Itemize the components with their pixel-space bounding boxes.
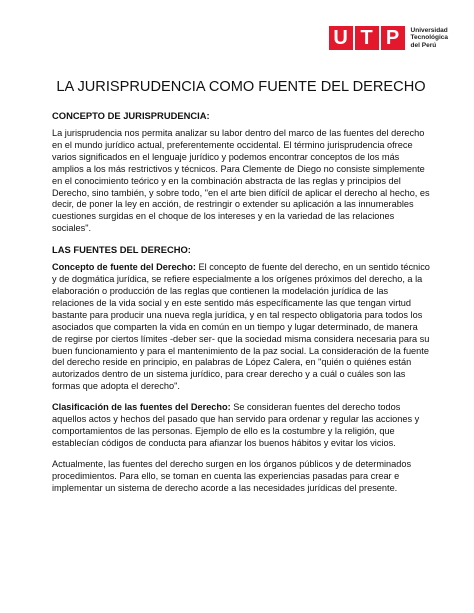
logo-text bbox=[411, 27, 448, 50]
logo-letter-p: P bbox=[381, 26, 405, 50]
utp-logo-mark bbox=[327, 26, 405, 50]
logo-line-2: Tecnológica bbox=[410, 34, 448, 42]
paragraph-lead-concepto-fuente: Concepto de fuente del Derecho: bbox=[52, 262, 196, 273]
paragraph-concepto-fuente bbox=[52, 262, 430, 393]
utp-logo bbox=[327, 26, 448, 50]
paragraph-text-clasificacion: Se consideran fuentes del derecho todos aquellos actos y hechos del pasado que han servido para ordenar y regular las acciones y comportamientos de las personas. Ejemplo de ello es la costumbre y la religión, que establecían códigos de conducta para afianzar los buenos hábitos y evitar los vicios. bbox=[52, 402, 420, 448]
logo-letter-t: T bbox=[355, 26, 379, 50]
logo-letter-u: U bbox=[329, 26, 353, 50]
paragraph-clasificacion bbox=[52, 402, 430, 450]
document-body bbox=[52, 72, 430, 503]
logo-line-1: Universidad bbox=[410, 26, 448, 34]
section-heading-fuentes: LAS FUENTES DEL DERECHO: bbox=[52, 244, 191, 256]
paragraph-actualmente: Actualmente, las fuentes del derecho surgen en los órganos públicos y de determinados procedimientos. Para ello, se toman en cuenta las experiencias pasadas para crear e implementar un sistema de derecho acorde a las necesidades jurídicas del presente. bbox=[52, 458, 412, 493]
paragraph-lead-clasificacion: Clasificación de las fuentes del Derecho: bbox=[52, 402, 231, 413]
paragraph-text-concepto-fuente: El concepto de fuente del derecho, en un sentido técnico y de dogmática jurídica, se refiere especialmente a los orígenes próximos del derecho, a la elaboración o producción de las reglas que contienen la modelación jurídica de las relaciones de la vida social y en este sentido más específicamente las que tengan virtud bastante para producir una nueva regla jurídica, y en tal respecto obligatoria para todos los asociados que comparten la vida en común en un tiempo y lugar determinado, de manera de regirse por ciertos límites -deber ser- que la sociedad misma considera necesaria para su buen funcionamiento y para el mantenimiento de la paz social. La consideración de la fuente del derecho reside en principio, en palabras de López Calera, en "quién o quiénes están autorizados dentro de un sistema jurídico, para crear derecho y a cuál o cuáles son las formas que adopta el derecho". bbox=[52, 262, 430, 392]
section-heading-concepto: CONCEPTO DE JURISPRUDENCIA: bbox=[52, 110, 210, 121]
document-title: LA JURISPRUDENCIA COMO FUENTE DEL DERECHO bbox=[56, 79, 426, 95]
paragraph-concepto: La jurisprudencia nos permita analizar su labor dentro del marco de las fuentes del derecho en el mundo jurídico actual, preferentemente occidental. El término jurisprudencia ofrece varios significados en el lenguaje jurídico y podemos encontrar conceptos de los más amplios a los más restrictivos y técnicos. Para Clemente de Diego no consiste simplemente en el conocimiento teórico y en la combinación abstracta de las reglas y principios del Derecho, sino también, y sobre todo, "en el arte bien difícil de aplicar el derecho al hecho, es decir, de poner la ley en acción, de restringir o extender su aplicación a las innumerables cuestiones surgidas en el choque de los intereses y en la variedad de las relaciones sociales". bbox=[52, 128, 430, 234]
logo-line-3: del Perú bbox=[410, 41, 437, 49]
